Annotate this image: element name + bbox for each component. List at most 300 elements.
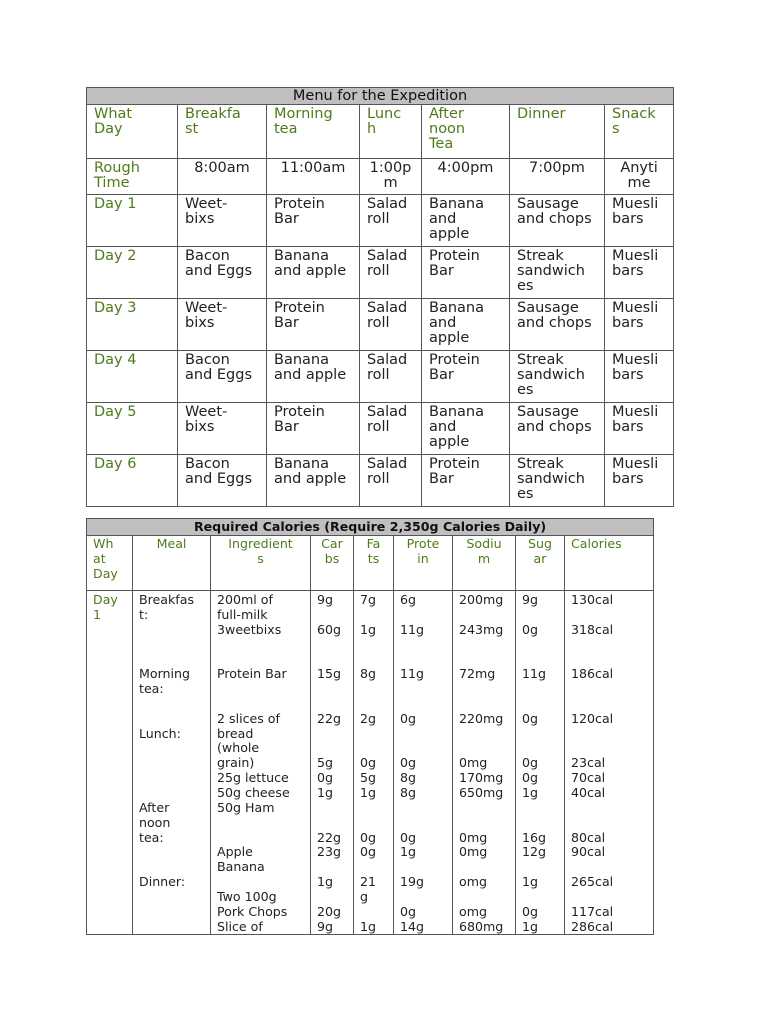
- ingredients-column-line: [217, 875, 304, 890]
- menu-item-cell-line: apple: [429, 225, 470, 242]
- ingredients-column-line: [217, 638, 304, 653]
- menu-item-cell-line: Bar: [429, 470, 454, 487]
- calories-title: Required Calories (Require 2,350g Calories Daily): [87, 519, 654, 536]
- meal-time-cell: [267, 159, 360, 195]
- meal-column: [133, 591, 211, 935]
- menu-item-cell-line: roll: [367, 418, 390, 435]
- menu-item-cell-line: Weet-: [185, 300, 228, 316]
- rough-time-label-line: Time: [94, 174, 130, 191]
- menu-item-cell: [360, 247, 422, 299]
- sodium-column-line: [459, 608, 509, 623]
- menu-item-cell-line: es: [517, 485, 534, 502]
- menu-item-cell: [510, 351, 605, 403]
- sugar-column-line: 0g: [522, 710, 539, 726]
- sodium-column-line: [459, 682, 509, 697]
- menu-item-cell-line: sandwich: [517, 470, 585, 487]
- menu-item-cell: [422, 403, 510, 455]
- protein-column-line: [400, 682, 446, 697]
- menu-item-cell-line: Banana: [274, 352, 329, 368]
- calories-header-cell-line: Fa: [366, 536, 381, 551]
- carbs-column-line: 1g: [317, 874, 334, 890]
- menu-header-cell: [360, 105, 422, 159]
- sodium-column-line: [459, 860, 509, 875]
- calories-column-line: [571, 638, 647, 653]
- menu-item-cell-line: roll: [367, 314, 390, 331]
- rough-time-label: [87, 159, 178, 195]
- menu-item-cell-line: and chops: [517, 314, 592, 331]
- meal-column-line: [139, 697, 204, 712]
- sodium-column-line: [459, 638, 509, 653]
- meal-column-line: [139, 756, 204, 771]
- sodium-column-line: 0mg: [459, 829, 488, 845]
- carbs-column-line: [317, 638, 347, 653]
- protein-column-line: [400, 727, 446, 742]
- menu-item-cell-line: Bar: [274, 210, 299, 227]
- ingredients-column-line: Pork Chops: [217, 903, 288, 919]
- menu-item-cell: [267, 299, 360, 351]
- carbs-column-line: 5g: [317, 755, 334, 771]
- rough-time-label-line: Rough: [94, 160, 140, 176]
- meal-time-cell: [178, 159, 267, 195]
- sodium-column-line: 200mg: [459, 592, 504, 607]
- calories-header-cell-line: Prote: [406, 536, 440, 551]
- protein-column-line: 0g: [400, 829, 417, 845]
- menu-item-cell-line: Streak: [517, 248, 564, 264]
- menu-item-cell-line: Protein: [274, 300, 325, 316]
- menu-header-cell: [87, 105, 178, 159]
- sodium-column-line: [459, 890, 509, 905]
- protein-column-line: 6g: [400, 592, 417, 607]
- menu-item-cell-line: Sausage: [517, 196, 579, 212]
- calories-header-cell-line: Car: [321, 536, 343, 551]
- ingredients-column-line: Banana: [217, 859, 265, 875]
- meal-time-cell-line: m: [383, 174, 398, 191]
- fats-column-line: 1g: [360, 621, 377, 637]
- menu-item-cell-line: and Eggs: [185, 262, 253, 279]
- sugar-column-line: [522, 741, 558, 756]
- sugar-column-line: [522, 652, 558, 667]
- menu-item-cell-line: sandwich: [517, 366, 585, 383]
- calories-header-cell-line: Wh: [93, 536, 114, 551]
- sugar-column-line: 0g: [522, 770, 539, 786]
- calories-column-line: 23cal: [571, 755, 606, 771]
- fats-column-line: [360, 816, 387, 831]
- meal-column-line: Lunch:: [139, 725, 181, 741]
- protein-column-line: 8g: [400, 784, 417, 800]
- meal-time-cell: [510, 159, 605, 195]
- calories-header-cell-line: ar: [533, 550, 547, 566]
- menu-item-cell-line: Sausage: [517, 300, 579, 316]
- protein-column-line: 8g: [400, 770, 417, 786]
- menu-item-cell: [360, 403, 422, 455]
- meal-time-cell-line: 1:00p: [369, 160, 412, 176]
- protein-column-line: [400, 860, 446, 875]
- calories-column-line: 70cal: [571, 770, 606, 786]
- ingredients-column-line: full-milk: [217, 606, 268, 622]
- protein-column-line: 0g: [400, 710, 417, 726]
- ingredients-column-line: Apple: [217, 844, 253, 860]
- menu-item-cell-line: Muesli: [612, 456, 659, 472]
- menu-day-row: [87, 299, 674, 351]
- calories-column-line: [571, 682, 647, 697]
- sodium-column-line: 72mg: [459, 666, 496, 682]
- menu-item-cell-line: Muesli: [612, 404, 659, 420]
- calories-header-cell: [211, 536, 311, 591]
- ingredients-column-line: 50g Ham: [217, 799, 275, 815]
- meal-column-line: Morning: [139, 666, 190, 682]
- sodium-column: [453, 591, 516, 935]
- meal-column-line: [139, 890, 204, 905]
- menu-item-cell-line: roll: [367, 210, 390, 227]
- sodium-column-line: 220mg: [459, 710, 504, 726]
- menu-item-cell-line: Protein: [429, 248, 480, 264]
- menu-item-cell: [605, 195, 674, 247]
- fats-column-line: 21: [360, 874, 377, 890]
- menu-item-cell-line: Bacon: [185, 352, 230, 368]
- meal-column-line: [139, 712, 204, 727]
- sodium-column-line: [459, 741, 509, 756]
- menu-item-cell: [178, 455, 267, 507]
- menu-item-cell-line: bars: [612, 262, 644, 279]
- menu-header-cell: [605, 105, 674, 159]
- carbs-column: [311, 591, 354, 935]
- menu-item-cell-line: Weet-: [185, 196, 228, 212]
- menu-header-cell-line: Snack: [612, 106, 656, 122]
- fats-column-line: 1g: [360, 784, 377, 800]
- ingredients-column: [211, 591, 311, 935]
- menu-time-row: [87, 159, 674, 195]
- menu-header-cell-line: Lunc: [367, 106, 402, 122]
- calories-header-cell: [453, 536, 516, 591]
- ingredients-column-line: 2 slices of: [217, 710, 280, 726]
- menu-item-cell-line: Protein: [274, 196, 325, 212]
- menu-item-cell-line: apple: [429, 329, 470, 346]
- menu-header-cell-line: s: [612, 120, 620, 137]
- meal-column-line: [139, 905, 204, 920]
- carbs-column-line: [317, 801, 347, 816]
- meal-column-line: [139, 741, 204, 756]
- menu-item-cell-line: Muesli: [612, 196, 659, 212]
- fats-column-line: 7g: [360, 592, 377, 607]
- sugar-column-line: [522, 801, 558, 816]
- sodium-column-line: 0mg: [459, 755, 488, 771]
- protein-column-line: [400, 608, 446, 623]
- sodium-column-line: [459, 816, 509, 831]
- menu-item-cell: [178, 195, 267, 247]
- fats-column-line: 0g: [360, 844, 377, 860]
- meal-time-cell-line: 8:00am: [194, 160, 250, 176]
- protein-column-line: [400, 801, 446, 816]
- menu-item-cell: [605, 351, 674, 403]
- ingredients-column-line: (whole: [217, 740, 260, 756]
- menu-day-row: [87, 455, 674, 507]
- calories-column-line: 90cal: [571, 844, 606, 860]
- sodium-column-line: omg: [459, 903, 487, 919]
- menu-item-cell: [178, 299, 267, 351]
- day-label: Day 2: [87, 247, 178, 299]
- calories-header-cell-line: Calories: [571, 536, 622, 551]
- menu-item-cell-line: Salad: [367, 404, 408, 420]
- sugar-column-line: [522, 860, 558, 875]
- ingredients-column-line: [217, 697, 304, 712]
- fats-column-line: [360, 741, 387, 756]
- menu-header-cell-line: Dinner: [517, 106, 566, 122]
- protein-column-line: [400, 741, 446, 756]
- ingredients-column-line: 50g cheese: [217, 784, 290, 800]
- menu-header-cell: [422, 105, 510, 159]
- carbs-column-line: [317, 890, 347, 905]
- sugar-column-line: 0g: [522, 755, 539, 771]
- menu-item-cell-line: Protein: [429, 456, 480, 472]
- carbs-column-line: [317, 652, 347, 667]
- carbs-column-line: 22g: [317, 710, 342, 726]
- sugar-column-line: 12g: [522, 844, 547, 860]
- menu-header-cell-line: Day: [94, 120, 123, 137]
- sugar-column-line: [522, 608, 558, 623]
- menu-item-cell-line: Salad: [367, 196, 408, 212]
- menu-item-cell: [510, 247, 605, 299]
- menu-item-cell-line: and apple: [274, 262, 347, 279]
- menu-item-cell-line: bixs: [185, 418, 215, 435]
- menu-day-row: [87, 403, 674, 455]
- menu-item-cell: [360, 455, 422, 507]
- carbs-column-line: 23g: [317, 844, 342, 860]
- meal-column-line: tea:: [139, 829, 164, 845]
- menu-item-cell: [510, 455, 605, 507]
- menu-item-cell: [267, 403, 360, 455]
- carbs-column-line: 9g: [317, 918, 334, 934]
- menu-item-cell-line: and Eggs: [185, 470, 253, 487]
- menu-item-cell-line: bixs: [185, 314, 215, 331]
- menu-item-cell: [360, 299, 422, 351]
- menu-header-cell-line: Tea: [429, 135, 454, 152]
- day1-label-line: Day: [93, 592, 118, 607]
- menu-item-cell-line: Salad: [367, 300, 408, 316]
- menu-item-cell: [605, 455, 674, 507]
- menu-item-cell-line: and chops: [517, 418, 592, 435]
- ingredients-column-line: [217, 682, 304, 697]
- day-label: Day 3: [87, 299, 178, 351]
- menu-item-cell: [605, 247, 674, 299]
- menu-item-cell: [178, 351, 267, 403]
- fats-column-line: [360, 727, 387, 742]
- ingredients-column-line: Two 100g: [217, 888, 277, 904]
- calories-header-cell: [516, 536, 565, 591]
- sodium-column-line: [459, 697, 509, 712]
- carbs-column-line: 22g: [317, 829, 342, 845]
- carbs-column-line: 20g: [317, 903, 342, 919]
- ingredients-column-line: [217, 831, 304, 846]
- day-label: Day 6: [87, 455, 178, 507]
- meal-column-line: [139, 786, 204, 801]
- sodium-column-line: 650mg: [459, 784, 504, 800]
- menu-item-cell-line: es: [517, 381, 534, 398]
- menu-item-cell-line: Bar: [274, 314, 299, 331]
- menu-item-cell: [422, 299, 510, 351]
- fats-column-line: [360, 682, 387, 697]
- meal-column-line: After: [139, 799, 170, 815]
- menu-title: Menu for the Expedition: [87, 88, 674, 105]
- menu-item-cell-line: roll: [367, 366, 390, 383]
- sugar-column-line: [522, 727, 558, 742]
- menu-item-cell-line: Banana: [429, 300, 484, 316]
- menu-item-cell: [267, 247, 360, 299]
- meal-column-line: noon: [139, 814, 171, 830]
- menu-item-cell-line: Bar: [429, 366, 454, 383]
- menu-day-row: [87, 247, 674, 299]
- protein-column: [394, 591, 453, 935]
- protein-column-line: 0g: [400, 903, 417, 919]
- fats-column-line: [360, 638, 387, 653]
- calories-header-cell-line: Meal: [156, 536, 187, 551]
- menu-item-cell: [510, 403, 605, 455]
- menu-item-cell-line: Protein: [274, 404, 325, 420]
- menu-item-cell-line: roll: [367, 262, 390, 279]
- fats-column-line: [360, 697, 387, 712]
- menu-header-cell-line: noon: [429, 120, 466, 137]
- protein-column-line: 1g: [400, 844, 417, 860]
- ingredients-column-line: [217, 652, 304, 667]
- menu-header-row: [87, 105, 674, 159]
- calories-column-line: [571, 741, 647, 756]
- day-label: Day 5: [87, 403, 178, 455]
- fats-column-line: [360, 860, 387, 875]
- menu-item-cell: [422, 195, 510, 247]
- carbs-column-line: [317, 727, 347, 742]
- protein-column-line: 11g: [400, 666, 425, 682]
- ingredients-column-line: Protein Bar: [217, 666, 287, 682]
- calories-header-cell: [565, 536, 654, 591]
- calories-column-line: [571, 697, 647, 712]
- calories-column-line: [571, 608, 647, 623]
- meal-time-cell: [422, 159, 510, 195]
- menu-day-row: [87, 351, 674, 403]
- fats-column-line: [360, 905, 387, 920]
- menu-header-cell-line: st: [185, 120, 199, 137]
- sugar-column-line: [522, 816, 558, 831]
- menu-item-cell-line: es: [517, 277, 534, 294]
- fats-column-line: 0g: [360, 755, 377, 771]
- calories-header-cell: [311, 536, 354, 591]
- menu-item-cell-line: Streak: [517, 352, 564, 368]
- menu-item-cell-line: bars: [612, 418, 644, 435]
- calories-column: [565, 591, 654, 935]
- menu-header-cell-line: After: [429, 106, 464, 122]
- menu-item-cell-line: Banana: [274, 456, 329, 472]
- sugar-column-line: 1g: [522, 874, 539, 890]
- meal-column-line: [139, 860, 204, 875]
- meal-time-cell-line: 11:00am: [280, 160, 346, 176]
- fats-column-line: [360, 652, 387, 667]
- sugar-column-line: 16g: [522, 829, 547, 845]
- menu-item-cell-line: and: [429, 210, 457, 227]
- ingredients-column-line: [217, 816, 304, 831]
- calories-column-line: 130cal: [571, 592, 614, 607]
- carbs-column-line: 60g: [317, 621, 342, 637]
- menu-item-cell: [510, 195, 605, 247]
- menu-item-cell-line: and: [429, 314, 457, 331]
- menu-item-cell-line: Bar: [429, 262, 454, 279]
- menu-item-cell: [267, 195, 360, 247]
- menu-header-cell-line: Breakfa: [185, 106, 241, 122]
- fats-column-line: [360, 801, 387, 816]
- menu-item-cell-line: bars: [612, 470, 644, 487]
- calories-column-line: 318cal: [571, 621, 614, 637]
- meal-column-line: Dinner:: [139, 874, 186, 890]
- sugar-column-line: 0g: [522, 621, 539, 637]
- menu-item-cell-line: roll: [367, 470, 390, 487]
- calories-header-cell-line: Sug: [528, 536, 552, 551]
- meal-time-cell-line: me: [627, 174, 651, 191]
- carbs-column-line: [317, 816, 347, 831]
- menu-item-cell: [422, 247, 510, 299]
- day-label: Day 1: [87, 195, 178, 247]
- sodium-column-line: 0mg: [459, 844, 488, 860]
- calories-header-cell-line: at: [93, 550, 106, 566]
- calories-header-cell: [133, 536, 211, 591]
- calories-column-line: 265cal: [571, 874, 614, 890]
- fats-column: [354, 591, 394, 935]
- meal-time-cell: [605, 159, 674, 195]
- ingredients-column-line: Slice of: [217, 918, 263, 934]
- meal-time-cell-line: Anyti: [620, 160, 658, 176]
- menu-day-row: [87, 195, 674, 247]
- calories-header-cell-line: ts: [367, 550, 380, 566]
- menu-item-cell-line: Sausage: [517, 404, 579, 420]
- sugar-column-line: [522, 697, 558, 712]
- meal-time-cell: [360, 159, 422, 195]
- calories-header-cell-line: Ingredient: [228, 536, 293, 551]
- ingredients-column-line: 200ml of: [217, 592, 273, 607]
- meal-time-cell-line: 4:00pm: [437, 160, 494, 176]
- calories-column-line: [571, 801, 647, 816]
- meal-column-line: [139, 771, 204, 786]
- menu-item-cell: [422, 351, 510, 403]
- menu-item-cell: [360, 351, 422, 403]
- menu-item-cell-line: Protein: [429, 352, 480, 368]
- ingredients-column-line: bread: [217, 725, 254, 741]
- menu-item-cell-line: Banana: [274, 248, 329, 264]
- carbs-column-line: 9g: [317, 592, 334, 607]
- sodium-column-line: [459, 727, 509, 742]
- protein-column-line: 14g: [400, 918, 425, 934]
- meal-column-line: [139, 638, 204, 653]
- menu-item-cell-line: sandwich: [517, 262, 585, 279]
- carbs-column-line: [317, 682, 347, 697]
- carbs-column-line: 1g: [317, 784, 334, 800]
- menu-item-cell: [360, 195, 422, 247]
- calories-header-cell-line: m: [477, 550, 491, 566]
- sugar-column: [516, 591, 565, 935]
- calories-day1-row: [87, 591, 654, 935]
- menu-item-cell-line: Weet-: [185, 404, 228, 420]
- calories-column-line: 186cal: [571, 666, 614, 682]
- calories-column-line: 40cal: [571, 784, 606, 800]
- carbs-column-line: 15g: [317, 666, 342, 682]
- calories-column-line: [571, 860, 647, 875]
- protein-column-line: 19g: [400, 874, 425, 890]
- menu-table: [86, 87, 674, 507]
- menu-item-cell-line: bars: [612, 210, 644, 227]
- calories-column-line: [571, 816, 647, 831]
- menu-item-cell-line: bixs: [185, 210, 215, 227]
- carbs-column-line: [317, 860, 347, 875]
- sodium-column-line: [459, 652, 509, 667]
- sodium-column-line: 243mg: [459, 621, 504, 637]
- menu-item-cell-line: Muesli: [612, 352, 659, 368]
- ingredients-column-line: 25g lettuce: [217, 770, 289, 786]
- sugar-column-line: 1g: [522, 918, 539, 934]
